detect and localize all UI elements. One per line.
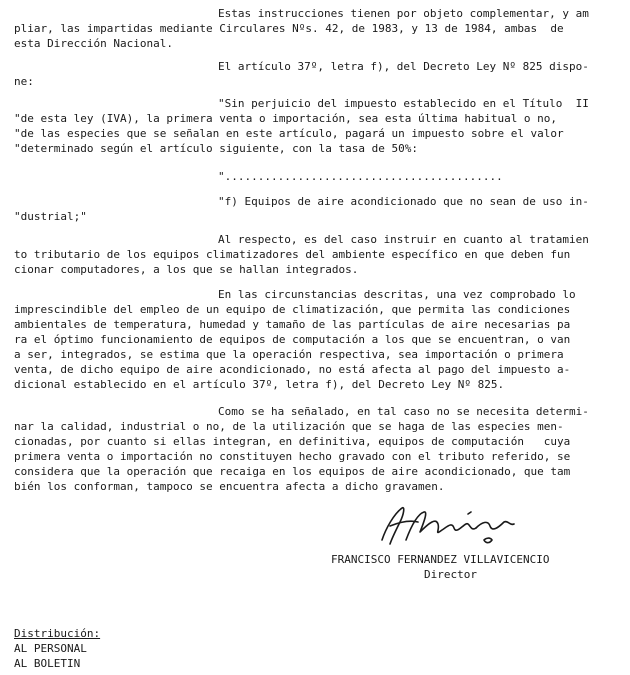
paragraph-line: to tributario de los equipos climatizadores del ambiente específico en que deben fun [14,248,571,261]
paragraph-line: a ser, integrados, se estima que la operación respectiva, sea importación o primera [14,348,564,361]
signatory-name: FRANCISCO FERNANDEZ VILLAVICENCIO [331,553,550,566]
paragraph-line: nar la calidad, industrial o no, de la utilización que se haga de las especies men- [14,420,564,433]
paragraph-line: venta, de dicho equipo de aire acondicionado, no está afecta al pago del impuesto a- [14,363,571,376]
quote-line: "f) Equipos de aire acondicionado que no sean de uso in- [218,195,589,208]
paragraph-line: Como se ha señalado, en tal caso no se necesita determi- [218,405,589,418]
quote-line: "determinado según el artículo siguiente, con la tasa de 50%: [14,142,418,155]
quote-line: "dustrial;" [14,210,87,223]
distribution-item: AL PERSONAL [14,642,87,655]
paragraph-line: cionar computadores, a los que se hallan integrados. [14,263,359,276]
paragraph-line: Al respecto, es del caso instruir en cuanto al tratamien [218,233,589,246]
signatory-title: Director [424,568,477,581]
paragraph-line: En las circunstancias descritas, una vez comprobado lo [218,288,576,301]
paragraph-line: considera que la operación que recaiga en los equipos de aire acondicionado, que tam [14,465,571,478]
paragraph-line: esta Dirección Nacional. [14,37,173,50]
ellipsis-line: ".......................................... [218,170,503,183]
paragraph-line: dicional establecido en el artículo 37º, letra f), del Decreto Ley Nº 825. [14,378,505,391]
distribution-heading: Distribución: [14,627,101,640]
handwritten-signature [372,500,522,555]
paragraph-line: imprescindible del empleo de un equipo de climatización, que permita las condiciones [14,303,571,316]
paragraph-line: cionadas, por cuanto si ellas integran, en definitiva, equipos de computación cuya [14,435,571,448]
quote-line: "de las especies que se señalan en este artículo, pagará un impuesto sobre el valor [14,127,564,140]
paragraph-line: ambientales de temperatura, humedad y tamaño de las partículas de aire necesarias pa [14,318,571,331]
paragraph-line: ra el óptimo funcionamiento de equipos de computación a los que se encuentran, o van [14,333,571,346]
paragraph-line: bién los conforman, tampoco se encuentra afecta a dicho gravamen. [14,480,445,493]
paragraph-line: El artículo 37º, letra f), del Decreto Ley Nº 825 dispo- [218,60,589,73]
distribution-item: AL BOLETIN [14,657,81,670]
quote-line: "de esta ley (IVA), la primera venta o importación, sea esta última habitual o no, [14,112,558,125]
paragraph-line: ne: [14,75,34,88]
quote-line: "Sin perjuicio del impuesto establecido en el Título II [218,97,589,110]
paragraph-line: primera venta o importación no constituyen hecho gravado con el tributo referido, se [14,450,571,463]
paragraph-line: pliar, las impartidas mediante Circulares Nºs. 42, de 1983, y 13 de 1984, ambas de [14,22,564,35]
paragraph-line: Estas instrucciones tienen por objeto complementar, y am [218,7,589,20]
